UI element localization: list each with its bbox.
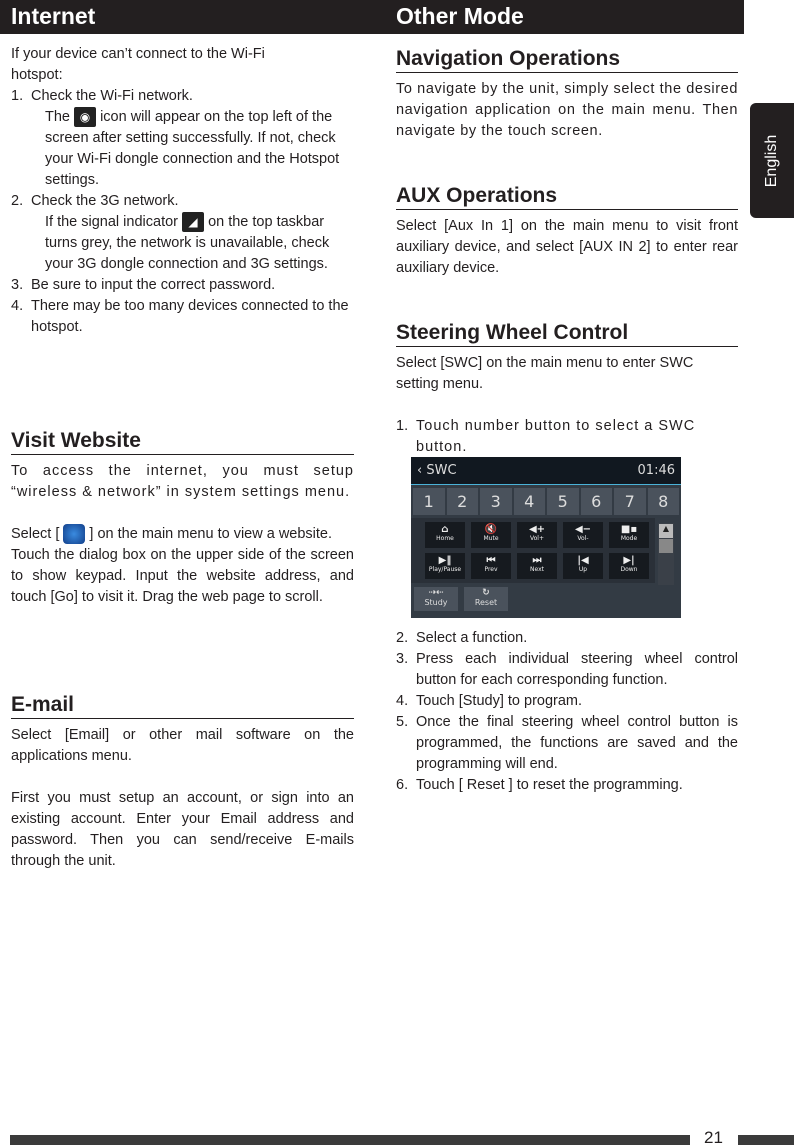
heading: AUX Operations	[396, 183, 738, 210]
function-button-mute[interactable]: 🔇 Mute	[471, 522, 511, 548]
reset-button[interactable]: ↻ Reset	[464, 587, 508, 611]
heading: Navigation Operations	[396, 46, 738, 73]
list-item: The ◉ icon will appear on the top left of the screen after setting successfully. If not, check your Wi-Fi dongle connection and the Hotspot settings.	[45, 109, 340, 188]
swc-screen	[411, 457, 681, 618]
function-icon: ⌂	[441, 524, 449, 535]
number-button[interactable]: 4	[514, 488, 546, 515]
function-icon: ⏮	[486, 555, 496, 566]
list-item: 3. Be sure to input the correct password.	[11, 277, 276, 293]
function-icon: ▶|	[623, 555, 635, 566]
function-button-prev[interactable]: ⏮ Prev	[471, 553, 511, 579]
list-item: 1. Touch number button to select a SWC button.	[396, 418, 696, 455]
paragraph: To access the internet, you must setup “wireless & network” in system settings menu.	[11, 463, 354, 500]
function-button-vol-[interactable]: ◀+ Vol+	[517, 522, 557, 548]
swc-steps	[396, 628, 738, 796]
function-button-up[interactable]: |◀ Up	[563, 553, 603, 579]
email-section	[11, 692, 354, 872]
function-button-play-pause[interactable]: ▶‖ Play/Pause	[425, 553, 465, 579]
footer-bar	[10, 1135, 690, 1145]
list-item: 2. Check the 3G network.	[11, 193, 179, 209]
function-icon: ⏭	[532, 555, 542, 566]
internet-troubleshoot	[11, 44, 354, 338]
section-title-internet: Internet	[11, 3, 96, 29]
list-item: 3. Press each individual steering wheel control button for each corresponding function.	[396, 651, 738, 688]
number-button[interactable]: 7	[614, 488, 646, 515]
list-item: If the signal indicator ◢ on the top taskbar turns grey, the network is unavailable, check your 3G dongle connection and 3G settings.	[45, 214, 330, 272]
globe-icon	[63, 524, 85, 544]
section-title-other-mode: Other Mode	[396, 3, 524, 29]
troubleshoot-list	[11, 86, 354, 338]
number-button[interactable]: 5	[547, 488, 579, 515]
function-icon: ◀−	[574, 524, 592, 535]
footer-bar	[738, 1135, 794, 1145]
function-icon: 🔇	[484, 524, 498, 535]
navigation-section	[396, 46, 738, 142]
list-item: 6. Touch [ Reset ] to reset the programming.	[396, 777, 683, 793]
list-item: 4. Touch [Study] to program.	[396, 693, 583, 709]
list-item: 5. Once the final steering wheel control button is programmed, the functions are saved and the programming will end.	[396, 714, 738, 772]
function-icon: ■▪	[620, 524, 638, 535]
heading: Steering Wheel Control	[396, 320, 738, 347]
language-label: English	[763, 134, 780, 187]
language-tab	[750, 103, 794, 218]
page-number: 21	[704, 1128, 723, 1147]
number-button[interactable]: 3	[480, 488, 512, 515]
list-item: 1. Check the Wi-Fi network.	[11, 88, 193, 104]
aux-section	[396, 183, 738, 279]
function-icon: ▶‖	[438, 555, 452, 566]
function-icon: ◀+	[528, 524, 546, 535]
screen-title: SWC	[426, 463, 457, 478]
wifi-icon: ◉	[74, 107, 96, 127]
list-item: 4. There may be too many devices connected to the hotspot.	[11, 298, 349, 335]
number-button[interactable]: 6	[581, 488, 613, 515]
header-bar	[0, 0, 744, 34]
intro-text: If your device can’t connect to the Wi-Fi hotspot:	[11, 46, 265, 83]
paragraph: To navigate by the unit, simply select the desired navigation application on the main menu. Then navigate by the touch screen.	[396, 81, 738, 139]
function-button-home[interactable]: ⌂ Home	[425, 522, 465, 548]
function-button-vol-[interactable]: ◀− Vol-	[563, 522, 603, 548]
scrollbar[interactable]: ▲	[658, 523, 674, 585]
heading: Visit Website	[11, 428, 354, 455]
function-button-down[interactable]: ▶| Down	[609, 553, 649, 579]
number-button[interactable]: 2	[447, 488, 479, 515]
list-item: 2. Select a function.	[396, 630, 528, 646]
paragraph: Select [SWC] on the main menu to enter SWC setting menu.	[396, 355, 694, 392]
study-button[interactable]: ⇢⇠ Study	[414, 587, 458, 611]
visit-website-section	[11, 428, 354, 608]
paragraph: Select [Aux In 1] on the main menu to visit front auxiliary device, and select [AUX IN 2] to enter rear auxiliary device.	[396, 218, 738, 276]
function-button-next[interactable]: ⏭ Next	[517, 553, 557, 579]
clock: 01:46	[637, 463, 675, 478]
paragraph: Select [Email] or other mail software on the applications menu.	[11, 727, 354, 764]
paragraph: Select [ ] on the main menu to view a website.	[11, 524, 354, 545]
number-button[interactable]: 1	[413, 488, 445, 515]
paragraph: Touch the dialog box on the upper side of the screen to show keypad. Input the website address, and touch [Go] to visit it. Drag the web page to scroll.	[11, 547, 354, 605]
function-button-mode[interactable]: ■▪ Mode	[609, 522, 649, 548]
heading: E-mail	[11, 692, 354, 719]
signal-icon: ◢	[182, 212, 204, 232]
back-icon[interactable]: ‹	[417, 463, 423, 478]
function-icon: |◀	[577, 555, 589, 566]
number-button[interactable]: 8	[648, 488, 680, 515]
paragraph: First you must setup an account, or sign into an existing account. Enter your Email address and password. Then you can send/receive E-mails through the unit.	[11, 790, 354, 869]
